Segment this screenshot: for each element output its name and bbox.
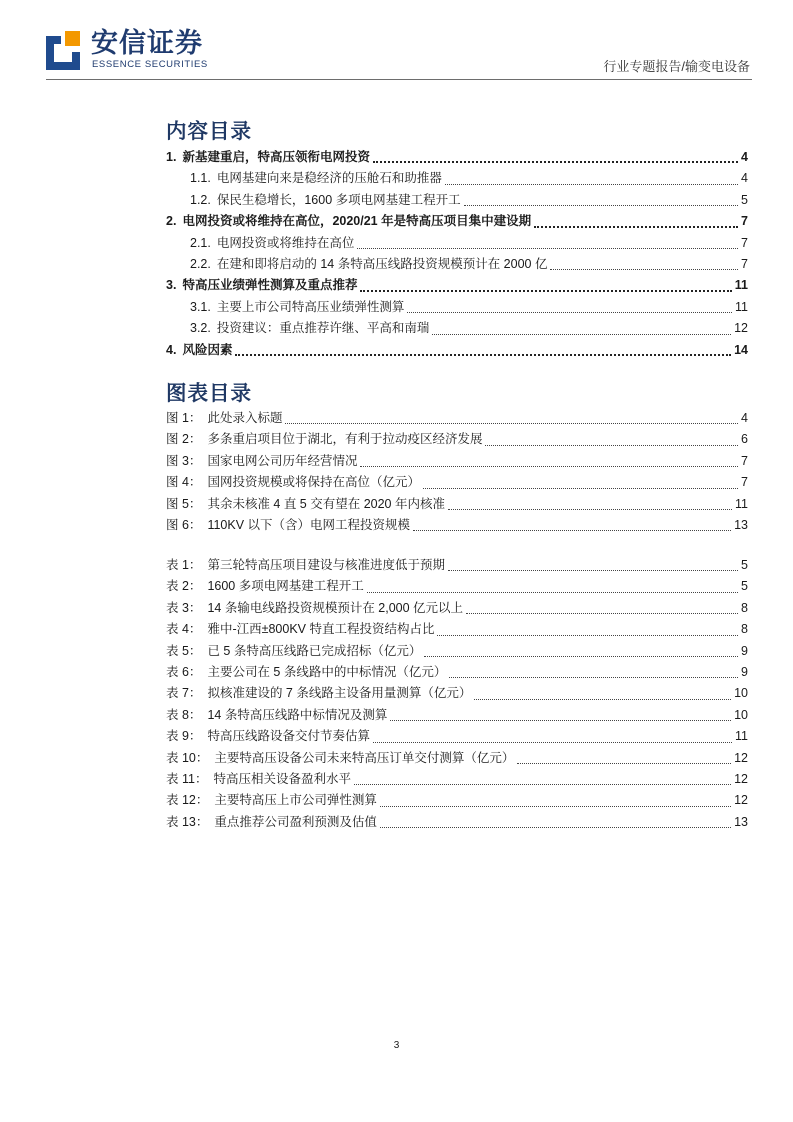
figure-entry-5[interactable] bbox=[166, 494, 748, 515]
table-title: 主要特高压设备公司未来特高压订单交付测算（亿元） bbox=[214, 750, 515, 765]
toc-entry-section-1-1[interactable] bbox=[166, 168, 748, 189]
contents-list bbox=[166, 147, 748, 361]
table-title: 14 条特高压线路中标情况及测算 bbox=[207, 707, 388, 722]
dot-leader bbox=[517, 763, 731, 764]
dot-leader bbox=[424, 656, 738, 657]
toc-entry-page: 14 bbox=[734, 342, 748, 357]
table-entry-12[interactable] bbox=[166, 790, 748, 811]
table-title: 第三轮特高压项目建设与核准进度低于预期 bbox=[207, 558, 445, 572]
toc-entry-page: 12 bbox=[734, 321, 748, 336]
toc-entry-number: 2.2. bbox=[190, 256, 211, 271]
toc-entry-title: 风险因素 bbox=[182, 342, 233, 357]
toc-entry-page: 11 bbox=[735, 299, 748, 314]
dot-leader bbox=[360, 466, 738, 467]
table-page: 5 bbox=[741, 579, 748, 594]
dot-leader bbox=[448, 509, 732, 510]
dot-leader bbox=[373, 742, 732, 743]
dot-leader bbox=[390, 720, 731, 721]
dot-leader bbox=[550, 269, 738, 270]
table-entry-7[interactable] bbox=[166, 683, 748, 704]
figure-entry-6[interactable] bbox=[166, 515, 748, 536]
table-title: 重点推荐公司盈利预测及估值 bbox=[214, 814, 377, 829]
table-entry-6[interactable] bbox=[166, 662, 748, 683]
dot-leader bbox=[464, 205, 738, 206]
toc-entry-page: 4 bbox=[741, 150, 748, 164]
dot-leader bbox=[235, 354, 731, 356]
table-label: 表 2： bbox=[166, 579, 202, 594]
toc-entry-page: 11 bbox=[734, 278, 748, 293]
figure-label: 图 2： bbox=[166, 432, 202, 447]
figure-label: 图 5： bbox=[166, 496, 202, 511]
figure-title: 110KV 以下（含）电网工程投资规模 bbox=[207, 517, 411, 532]
table-entry-1[interactable] bbox=[166, 555, 748, 576]
table-label: 表 12： bbox=[166, 793, 209, 808]
toc-entry-page: 5 bbox=[741, 192, 748, 207]
dot-leader bbox=[449, 677, 738, 678]
dot-leader bbox=[474, 699, 731, 700]
table-label: 表 7： bbox=[166, 686, 202, 701]
dot-leader bbox=[466, 613, 738, 614]
toc-entry-number: 3. bbox=[166, 278, 177, 293]
dot-leader bbox=[448, 570, 738, 571]
dot-leader bbox=[373, 161, 738, 163]
table-page: 13 bbox=[734, 814, 748, 829]
toc-entry-title: 在建和即将启动的 14 条特高压线路投资规模预计在 2000 亿 bbox=[216, 256, 548, 271]
dot-leader bbox=[360, 290, 731, 292]
brand-name-english: ESSENCE SECURITIES bbox=[92, 59, 208, 70]
table-label: 表 3： bbox=[166, 600, 202, 615]
table-label: 表 5： bbox=[166, 643, 202, 658]
dot-leader bbox=[407, 312, 732, 313]
table-entry-13[interactable] bbox=[166, 812, 748, 833]
dot-leader bbox=[485, 445, 738, 446]
dot-leader bbox=[367, 592, 738, 593]
table-label: 表 11： bbox=[166, 771, 208, 786]
toc-entry-section-1[interactable] bbox=[166, 147, 748, 168]
figure-entry-4[interactable] bbox=[166, 472, 748, 493]
toc-entry-title: 电网投资或将维持在高位 bbox=[216, 235, 355, 250]
figure-entry-1[interactable] bbox=[166, 408, 748, 429]
essence-logo-icon bbox=[46, 30, 82, 70]
table-label: 表 8： bbox=[166, 707, 202, 722]
table-page: 12 bbox=[734, 771, 748, 786]
toc-entry-title: 主要上市公司特高压业绩弹性测算 bbox=[216, 299, 405, 314]
figure-label: 图 1： bbox=[166, 411, 202, 425]
charts-index-title: 图表目录 bbox=[166, 382, 252, 405]
table-title: 1600 多项电网基建工程开工 bbox=[207, 579, 364, 594]
table-entry-9[interactable] bbox=[166, 726, 748, 747]
toc-entry-title: 投资建议：重点推荐许继、平高和南瑞 bbox=[216, 321, 430, 336]
brand-name-chinese: 安信证券 bbox=[91, 28, 203, 58]
report-category: 行业专题报告/输变电设备 bbox=[603, 59, 750, 74]
toc-entry-number: 3.1. bbox=[190, 299, 211, 314]
dot-leader bbox=[445, 184, 738, 185]
table-entry-11[interactable] bbox=[166, 769, 748, 790]
table-title: 特高压线路设备交付节奏估算 bbox=[207, 729, 370, 744]
figure-page: 6 bbox=[741, 432, 748, 447]
tables-list bbox=[166, 555, 748, 833]
table-label: 表 13： bbox=[166, 814, 209, 829]
figure-title: 多条重启项目位于湖北，有利于拉动疫区经济发展 bbox=[207, 432, 483, 447]
table-page: 12 bbox=[734, 793, 748, 808]
table-page: 8 bbox=[741, 600, 748, 615]
figure-title: 其余未核准 4 直 5 交有望在 2020 年内核准 bbox=[207, 496, 445, 511]
dot-leader bbox=[413, 530, 731, 531]
table-entry-10[interactable] bbox=[166, 748, 748, 769]
table-title: 已 5 条特高压线路已完成招标（亿元） bbox=[207, 643, 422, 658]
figure-page: 13 bbox=[734, 517, 748, 532]
table-page: 5 bbox=[741, 558, 748, 572]
toc-entry-section-2-1[interactable] bbox=[166, 233, 748, 254]
toc-entry-page: 4 bbox=[741, 171, 748, 186]
figure-title: 此处录入标题 bbox=[207, 411, 283, 425]
toc-entry-number: 1. bbox=[166, 150, 177, 164]
toc-entry-page: 7 bbox=[741, 214, 748, 229]
table-label: 表 9： bbox=[166, 729, 202, 744]
table-page: 12 bbox=[734, 750, 748, 765]
figure-title: 国网投资规模或将保持在高位（亿元） bbox=[207, 475, 420, 490]
dot-leader bbox=[534, 226, 738, 228]
toc-entry-title: 特高压业绩弹性测算及重点推荐 bbox=[182, 278, 358, 293]
table-page: 10 bbox=[734, 707, 748, 722]
toc-entry-title: 新基建重启，特高压领衔电网投资 bbox=[182, 150, 370, 164]
table-page: 10 bbox=[734, 686, 748, 701]
toc-entry-number: 1.1. bbox=[190, 171, 211, 186]
contents-title: 内容目录 bbox=[166, 120, 252, 143]
table-entry-5[interactable] bbox=[166, 641, 748, 662]
table-label: 表 10： bbox=[166, 750, 209, 765]
figure-entry-3[interactable] bbox=[166, 451, 748, 472]
table-entry-3[interactable] bbox=[166, 598, 748, 619]
toc-entry-section-3-2[interactable] bbox=[166, 318, 748, 339]
toc-entry-number: 2.1. bbox=[190, 235, 211, 250]
table-label: 表 4： bbox=[166, 622, 202, 637]
figure-page: 4 bbox=[741, 411, 748, 425]
table-page: 11 bbox=[735, 729, 748, 744]
table-label: 表 1： bbox=[166, 558, 202, 572]
toc-entry-section-1-2[interactable] bbox=[166, 190, 748, 211]
toc-entry-section-2[interactable] bbox=[166, 211, 748, 232]
toc-entry-number: 4. bbox=[166, 342, 177, 357]
table-title: 14 条输电线路投资规模预计在 2,000 亿元以上 bbox=[207, 600, 464, 615]
table-title: 雅中-江西±800KV 特直工程投资结构占比 bbox=[207, 622, 435, 637]
table-title: 主要特高压上市公司弹性测算 bbox=[214, 793, 377, 808]
dot-leader bbox=[423, 488, 738, 489]
header-divider bbox=[46, 79, 752, 80]
toc-entry-section-3-1[interactable] bbox=[166, 297, 748, 318]
figure-page: 11 bbox=[735, 496, 748, 511]
toc-entry-title: 电网投资或将维持在高位，2020/21 年是特高压项目集中建设期 bbox=[182, 214, 532, 229]
table-entry-4[interactable] bbox=[166, 619, 748, 640]
toc-entry-number: 1.2. bbox=[190, 192, 211, 207]
toc-entry-number: 2. bbox=[166, 214, 177, 229]
figures-list bbox=[166, 408, 748, 536]
toc-entry-section-2-2[interactable] bbox=[166, 254, 748, 275]
toc-entry-title: 电网基建向来是稳经济的压舱石和助推器 bbox=[216, 171, 442, 186]
table-label: 表 6： bbox=[166, 664, 202, 679]
toc-entry-section-4[interactable] bbox=[166, 340, 748, 361]
table-title: 主要公司在 5 条线路中的中标情况（亿元） bbox=[207, 664, 447, 679]
dot-leader bbox=[437, 635, 738, 636]
toc-entry-number: 3.2. bbox=[190, 321, 211, 336]
toc-entry-page: 7 bbox=[741, 256, 748, 271]
figure-label: 图 6： bbox=[166, 517, 202, 532]
dot-leader bbox=[354, 784, 731, 785]
dot-leader bbox=[432, 334, 731, 335]
table-page: 9 bbox=[741, 664, 748, 679]
figure-label: 图 3： bbox=[166, 453, 202, 468]
page-number: 3 bbox=[393, 1040, 400, 1051]
figure-title: 国家电网公司历年经营情况 bbox=[207, 453, 358, 468]
table-title: 拟核准建设的 7 条线路主设备用量测算（亿元） bbox=[207, 686, 472, 701]
dot-leader bbox=[285, 423, 738, 424]
dot-leader bbox=[380, 806, 731, 807]
dot-leader bbox=[380, 827, 731, 828]
table-title: 特高压相关设备盈利水平 bbox=[213, 771, 351, 786]
table-entry-8[interactable] bbox=[166, 705, 748, 726]
figure-entry-2[interactable] bbox=[166, 429, 748, 450]
table-page: 9 bbox=[741, 643, 748, 658]
table-page: 8 bbox=[741, 622, 748, 637]
figure-page: 7 bbox=[741, 453, 748, 468]
toc-entry-page: 7 bbox=[741, 235, 748, 250]
figure-label: 图 4： bbox=[166, 475, 202, 490]
dot-leader bbox=[357, 248, 738, 249]
toc-entry-section-3[interactable] bbox=[166, 275, 748, 296]
toc-entry-title: 保民生稳增长，1600 多项电网基建工程开工 bbox=[216, 192, 461, 207]
figure-page: 7 bbox=[741, 475, 748, 490]
table-entry-2[interactable] bbox=[166, 576, 748, 597]
